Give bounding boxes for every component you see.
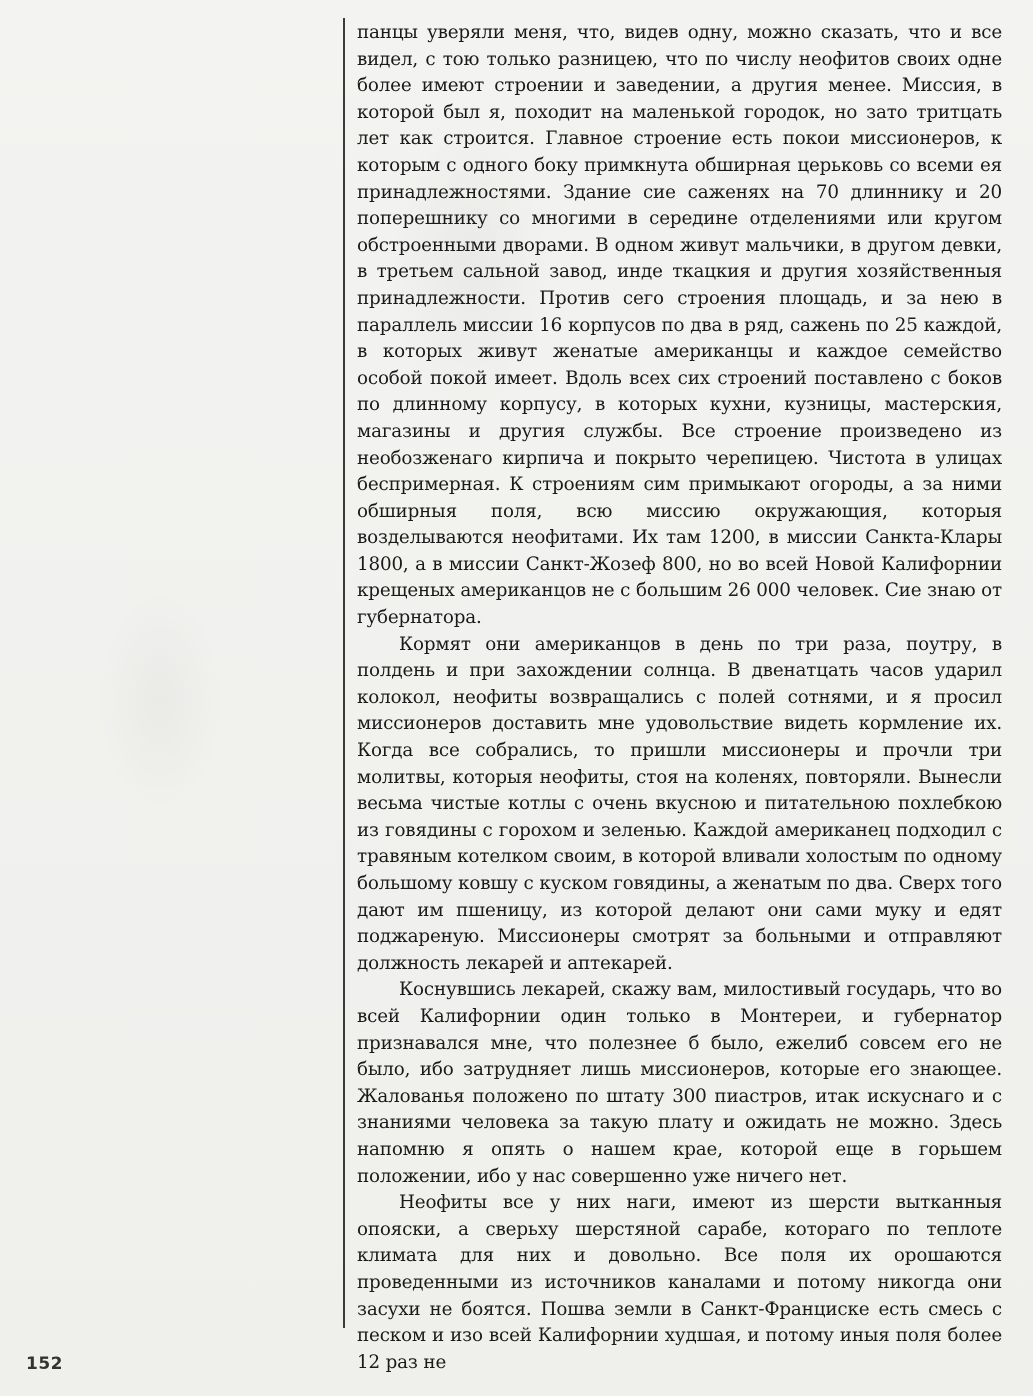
paragraph-1: панцы уверяли меня, что, видев одну, можно сказать, что и все видел, с тою только разницею, что по числу неофитов своих одне более имеют строении и заведении, а другия менее. Миссия, в которой был я, походит на маленькой городок, но зато тритцать лет как строится. Главное строение есть покои миссионеров, к которым с одного боку примкнута обширная церьковь со всеми ея принадлежностями. Здание сие саженях на 70 длиннику и 20 поперешнику со многими в середине отделениями или кругом обстроенными дворами. В одном живут мальчики, в другом девки, в третьем сальной завод, инде ткацкия и другия хозяйственныя принадлежности. Против сего строения площадь, и за нею в параллель миссии 16 корпусов по два в ряд, сажень по 25 каждой, в которых живут женатые американцы и каждое семейство особой покой имеет. Вдоль всех сих строений поставлено с боков по длинному корпусу, в которых кухни, кузницы, мастерския, магазины и другия службы. Все строение произведено из необозженаго кирпича и покрыто черепицею. Чистота в улицах беспримерная. К строениям сим примыкают огороды, а за ними обширныя поля, всю миссию окружающия, которыя возделываются неофитами. Их там 1200, в миссии Санкта-Клары 1800, а в миссии Санкт-Жозеф 800, но во всей Новой Калифорнии крещеных американцов не с большим 26 000 человек. Сие знаю от губернатора.	[357, 22, 1002, 629]
paragraph-3: Коснувшись лекарей, скажу вам, милостивый государь, что во всей Калифорнии один только в Монтереи, и губернатор признавался мне, что полезнее б было, ежелиб совсем его не было, ибо затрудняет лишь миссионеров, которые его знающее. Жалованья положено по штату 300 пиастров, итак искуснаго и с знаниями человека за такую плату и ожидать не можно. Здесь напомню я опять о нашем крае, которой еще в горьшем положении, ибо у нас совершенно уже ничего нет.	[357, 979, 1002, 1187]
paragraph-4: Неофиты все у них наги, имеют из шерсти вытканныя опояски, а сверьху шерстяной сарабе, котораго по теплоте климата для них и довольно. Все поля их орошаются проведенными из источников каналами и потому никогда они засухи не боятся. Пошва земли в Санкт-Франциске есть смесь с песком и изо всей Калифорнии худшая, и потому иныя поля более 12 раз не	[357, 1192, 1002, 1373]
paragraph-2: Кормят они американцов в день по три раза, поутру, в полдень и при захождении солнца. В двенатцать часов ударил колокол, неофиты возвращались с полей сотнями, и я просил миссионеров доставить мне удовольствие видеть кормление их. Когда все собрались, то пришли миссионеры и прочли три молитвы, которыя неофиты, стоя на коленях, повторяли. Вынесли весьма чистые котлы с очень вкусною и питательною похлебкою из говядины с горохом и зеленью. Каждой американец подходил с травяным котелком своим, в которой вливали холостым по одному большому ковшу с куском говядины, а женатым по два. Сверх того дают им пшеницу, из которой делают они сами муку и едят поджареную. Миссионеры смотрят за больными и отправляют должность лекарей и аптекарей.	[357, 633, 1002, 974]
body-text	[357, 20, 1002, 1376]
margin-rule	[343, 18, 345, 1328]
page-number: 152	[26, 1354, 63, 1374]
